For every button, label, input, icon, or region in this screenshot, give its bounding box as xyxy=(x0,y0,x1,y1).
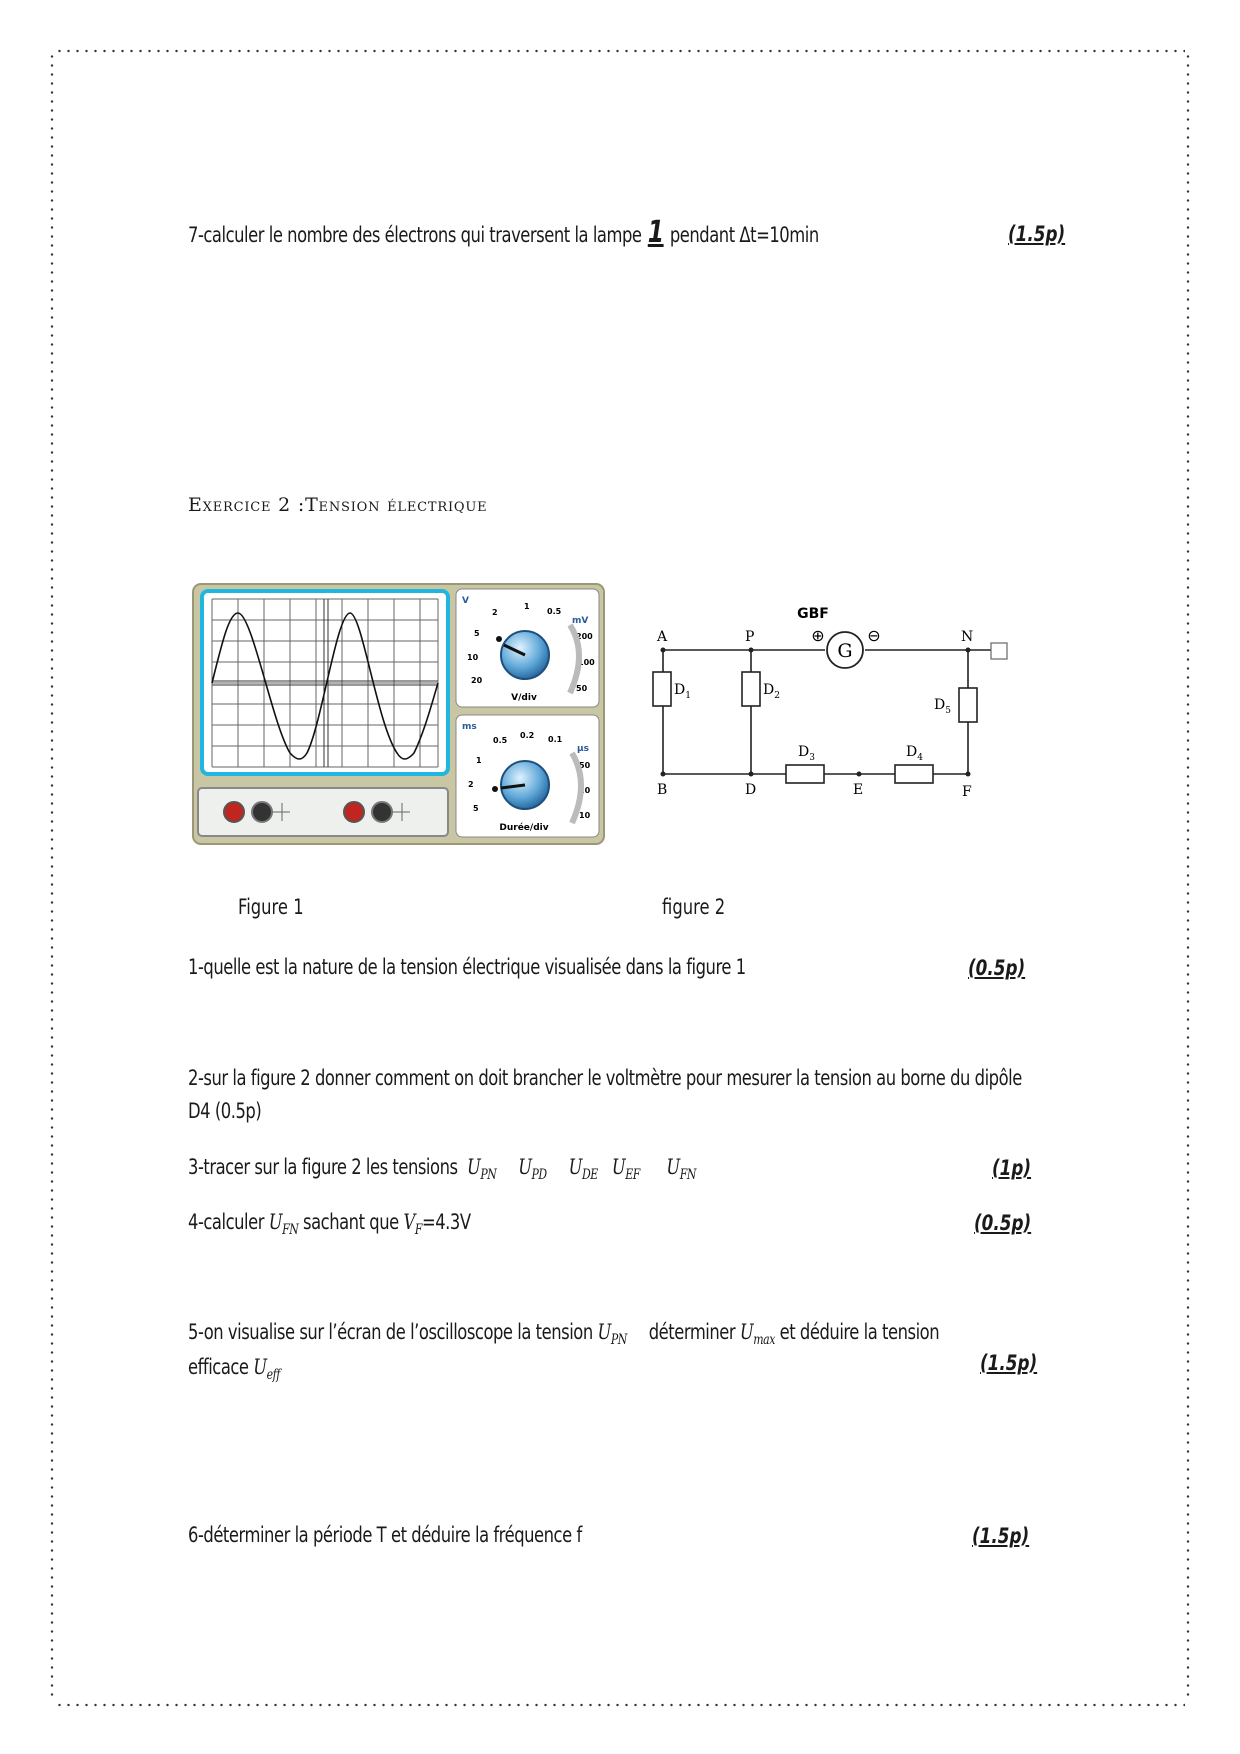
question-2-line-2: D4 (0.5p) xyxy=(188,1099,262,1123)
question-3-points: (1p) xyxy=(992,1156,1032,1180)
question-5-points: (1.5p) xyxy=(980,1351,1038,1375)
question-7-points: (1.5p) xyxy=(1008,222,1066,246)
dipole-d2 xyxy=(742,672,760,706)
question-1: 1-quelle est la nature de la tension électrique visualisée dans la figure 1 xyxy=(188,955,746,979)
dipole-d3 xyxy=(786,765,824,783)
dipole-d5 xyxy=(959,688,977,722)
d5-label: D xyxy=(934,697,946,713)
question-6-points: (1.5p) xyxy=(972,1524,1030,1548)
svg-text:D5: $D_5$ xyxy=(934,697,951,716)
question-3: 3-tracer sur la figure 2 les tensions $U_{PN}$ $U_{PD}$ $U_{DE}$ $U_{EF}$ $U_{FN}$ xyxy=(188,1155,696,1184)
volt-unit-label: V xyxy=(462,596,469,606)
generator-letter: G xyxy=(837,640,853,662)
time-scale-0-5: 0.5 xyxy=(493,736,508,745)
node-f-label: F xyxy=(962,784,972,800)
d3-label: D xyxy=(798,744,810,760)
node-e-label: E xyxy=(853,782,864,798)
oscilloscope-figure xyxy=(192,583,605,845)
page-border-right xyxy=(1185,52,1191,1702)
us-scale-50: 50 xyxy=(579,761,591,770)
page-border-left xyxy=(49,52,55,1702)
node-p-label: P xyxy=(745,629,755,645)
volt-scale-1: 1 xyxy=(524,602,530,611)
mv-scale-100: 100 xyxy=(578,658,595,667)
time-scale-0-1: 0.1 xyxy=(548,735,563,744)
dipole-d1 xyxy=(653,672,671,706)
volt-scale-5: 5 xyxy=(474,629,480,638)
page-border-bottom xyxy=(55,1702,1185,1708)
minus-terminal-icon: ⊖ xyxy=(867,626,881,645)
question-7 xyxy=(188,215,819,250)
question-1-points: (0.5p) xyxy=(968,956,1026,980)
us-scale-10: 10 xyxy=(579,811,591,820)
d1-label: D xyxy=(674,682,686,698)
time-scale-2: 2 xyxy=(468,780,474,789)
question-4: 4-calculer $U_{FN}$ sachant que $V_F=4.3V$ xyxy=(188,1210,471,1239)
terminal-box xyxy=(991,643,1007,659)
node-b-label: B xyxy=(657,782,668,798)
time-scale-1: 1 xyxy=(476,756,482,765)
input-socket-2-red xyxy=(344,802,364,822)
question-2-line-1: 2-sur la figure 2 donner comment on doit brancher le voltmètre pour mesurer la tension au borne du dipôle xyxy=(188,1066,1022,1090)
mv-scale-50: 50 xyxy=(576,684,588,693)
page-border-top xyxy=(55,48,1185,54)
exercise-2-title: Exercice 2 :Tension électrique xyxy=(188,494,488,516)
ms-unit-label: ms xyxy=(462,722,477,732)
mv-scale-200: 200 xyxy=(576,632,593,641)
d4-label: D xyxy=(906,744,918,760)
millivolt-unit-label: mV xyxy=(572,616,589,626)
node-d-label: D xyxy=(745,782,757,798)
input-socket-1-red xyxy=(224,802,244,822)
d2-label: D xyxy=(763,682,775,698)
question-5-line-2: efficace $U_{eff}$ xyxy=(188,1355,280,1384)
volt-scale-20: 20 xyxy=(471,676,483,685)
gbf-label: GBF xyxy=(797,606,829,622)
node-n-label: N xyxy=(961,629,974,645)
figure-2-caption: figure 2 xyxy=(662,895,726,919)
time-scale-5: 5 xyxy=(473,804,479,813)
question-7-text: 7-calculer le nombre des électrons qui traversent la lampe xyxy=(188,223,642,247)
time-div-label: Durée/div xyxy=(499,823,549,833)
dipole-d4 xyxy=(895,765,933,783)
svg-text:D4: $D_4$ xyxy=(906,744,923,763)
input-socket-1-black xyxy=(252,802,272,822)
us-unit-label: μs xyxy=(577,744,589,754)
question-6: 6-déterminer la période T et déduire la fréquence f xyxy=(188,1523,582,1547)
us-scale-20: 20 xyxy=(579,786,591,795)
question-5-line-1: 5-on visualise sur l’écran de l’oscilloscope la tension $U_{PN}$ déterminer $U_{max}$ et déduire la tension xyxy=(188,1320,940,1349)
svg-text:D3: $D_3$ xyxy=(798,744,815,763)
circuit-diagram xyxy=(645,596,1025,806)
svg-text:D2: $D_2$ xyxy=(763,682,780,701)
figure-1-caption: Figure 1 xyxy=(238,895,304,919)
plus-terminal-icon: ⊕ xyxy=(811,626,825,645)
volt-scale-2: 2 xyxy=(492,608,498,617)
node-a-label: A xyxy=(657,629,668,645)
volt-scale-0-5: 0.5 xyxy=(547,607,562,616)
input-socket-2-black xyxy=(372,802,392,822)
lamp-number: 1 xyxy=(647,215,664,250)
volt-div-label: V/div xyxy=(511,693,537,703)
question-7-duration: pendant Δt=10min xyxy=(669,223,819,247)
time-scale-0-2: 0.2 xyxy=(520,731,535,740)
question-3-text: 3-tracer sur la figure 2 les tensions xyxy=(188,1155,458,1179)
question-4-points: (0.5p) xyxy=(974,1211,1032,1235)
svg-text:D1: $D_1$ xyxy=(674,682,691,701)
volt-scale-10: 10 xyxy=(467,653,479,662)
